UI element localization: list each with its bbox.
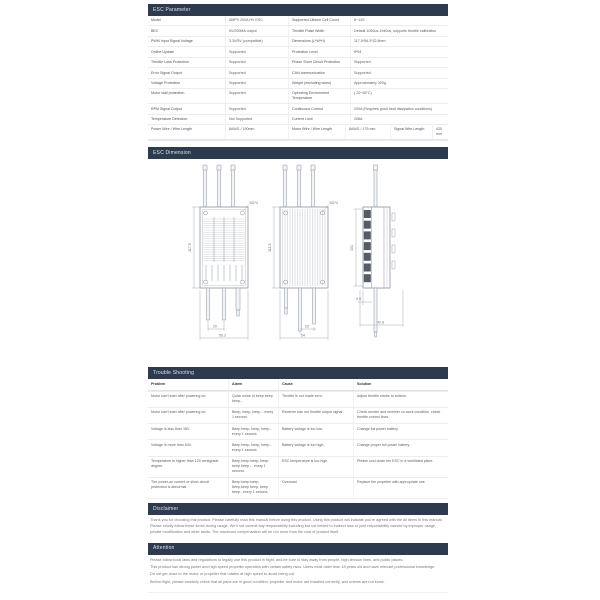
table-cell: Supported bbox=[225, 68, 288, 77]
param-label: CAN communication bbox=[288, 68, 350, 77]
table-cell: Voltage is less than 16V. bbox=[151, 426, 191, 431]
dim-front-height: 117.5 bbox=[188, 243, 192, 253]
table-cell: Motor can't start after powering on. bbox=[151, 410, 207, 415]
table-cell: Default 1050us-1940us, supports throttle calibration bbox=[350, 26, 448, 35]
trouble-shooting-section bbox=[148, 367, 448, 499]
table-cell: Beep beep beep, beep,beep beep, beep beep...every 1 second. bbox=[228, 478, 278, 498]
esc-dimension-header: ESC Dimension bbox=[148, 147, 448, 159]
table-row bbox=[148, 47, 448, 57]
table-cell: Motor can't start after powering on. bbox=[151, 394, 207, 399]
table-row bbox=[148, 125, 448, 140]
table-cell: Supported bbox=[225, 79, 288, 88]
table-cell: 3.3V/5V (compatible) bbox=[225, 37, 288, 46]
table-cell: ESC temperature is too high. bbox=[278, 457, 353, 477]
esc-parameter-header: ESC Parameter bbox=[148, 4, 448, 16]
column-header: Alarm bbox=[228, 379, 278, 390]
table-row bbox=[148, 37, 448, 47]
attention-header: Attention bbox=[148, 543, 448, 555]
param-label: Motor Wire / Wire Length bbox=[288, 125, 345, 139]
table-cell: Battery voltage is too high. bbox=[278, 440, 353, 455]
table-cell: AMPX 200A HV ESC bbox=[225, 16, 288, 25]
table-cell: Supported bbox=[350, 58, 448, 67]
table-cell: Beep beep, beep, beep... every 1 second. bbox=[228, 440, 278, 455]
param-label: Signal Wire Length bbox=[390, 125, 432, 139]
table-row bbox=[148, 392, 448, 408]
table-cell: Overload bbox=[278, 478, 353, 498]
esc-dimension-section bbox=[148, 147, 448, 364]
table-cell: 117.5*56.3*32.8mm bbox=[350, 37, 448, 46]
column-header: Problem bbox=[148, 379, 228, 390]
dim-side-height: 101 bbox=[350, 245, 354, 252]
disclaimer-header: Disclaimer bbox=[148, 503, 448, 515]
table-cell: (-20~65°C) bbox=[350, 89, 448, 103]
table-row bbox=[148, 104, 448, 114]
screw-label-front: M2*4 bbox=[249, 201, 258, 206]
column-header: Cause bbox=[278, 379, 353, 390]
table-cell: The power-on current or short-circuit protection is abnormal bbox=[151, 480, 210, 490]
attention-section bbox=[148, 543, 448, 594]
table-cell: Replace the propeller with appropriate one bbox=[353, 478, 448, 498]
trouble-shooting-table bbox=[148, 379, 448, 499]
param-label: Dimensions (L*W*H) bbox=[288, 37, 350, 46]
param-label: Current Limit bbox=[288, 115, 350, 124]
param-label: Model bbox=[151, 18, 161, 23]
table-row bbox=[148, 478, 448, 499]
table-cell: Supported bbox=[225, 104, 288, 113]
table-header-row bbox=[148, 379, 448, 391]
table-row bbox=[148, 408, 448, 424]
table-row bbox=[148, 89, 448, 104]
table-cell: Approximately 300g bbox=[350, 79, 448, 88]
table-cell: 5V/200MA output bbox=[225, 26, 288, 35]
attention-line: Before flight, please carefully check that all parts are in good condition, propeller and motor are installed correctly, and screws are not loose. bbox=[150, 579, 385, 584]
param-label: RPM Signal Output bbox=[151, 106, 182, 111]
table-row bbox=[148, 457, 448, 478]
param-label: Motor stall protection bbox=[151, 91, 185, 96]
table-row bbox=[148, 16, 448, 26]
attention-line: This product has strong power and high speed propeller operation with certain safety risks. Users must older than 18 years old and have relevant professional knowledge. bbox=[150, 565, 436, 570]
table-row bbox=[148, 58, 448, 68]
table-cell: 208A bbox=[350, 115, 448, 124]
table-cell: 8AWG / 190mm bbox=[225, 125, 288, 139]
table-cell: Throttle is not made zero. bbox=[278, 392, 353, 407]
table-cell: Not Supported bbox=[225, 115, 288, 124]
dim-back-height: 111.5 bbox=[268, 243, 272, 253]
dim-side-offset: 4.9 bbox=[356, 297, 361, 302]
esc-parameter-table bbox=[148, 16, 448, 141]
param-label: Phase Short Circuit Protection bbox=[288, 58, 350, 67]
table-cell: Receiver has not throttle output signal. bbox=[278, 408, 353, 423]
disclaimer-section bbox=[148, 503, 448, 538]
dim-back-width: 54 bbox=[301, 333, 305, 338]
table-cell: Please cool down the ESC in a ventilated place. bbox=[353, 457, 448, 477]
table-cell: Beep beep, beep, beep... every 1 second. bbox=[228, 424, 278, 439]
column-header: Solution bbox=[353, 379, 448, 390]
table-cell: 8AWG / 175 mm bbox=[345, 125, 390, 139]
param-label: Supported Lithium Cell Count bbox=[288, 16, 350, 25]
param-label: Protection Level bbox=[288, 47, 350, 56]
param-label: Error Signal Output bbox=[151, 70, 182, 75]
table-cell: Supported bbox=[225, 47, 288, 56]
esc-parameter-section bbox=[148, 4, 448, 141]
screw-label-back: M2*4 bbox=[329, 201, 338, 206]
table-cell: Battery voltage is too low. bbox=[278, 424, 353, 439]
table-cell: Supported bbox=[350, 68, 448, 77]
dim-side-width: 42.8 bbox=[377, 320, 384, 325]
dim-front-width: 56.3 bbox=[219, 333, 226, 338]
param-label: Online Update bbox=[151, 49, 174, 54]
dim-front-wire-gap: 20 bbox=[213, 324, 217, 329]
disclaimer-text: Thank you for choosing this product. Please carefully read this manual before using this product. Using this product will indicate you're agreed with the all items in this manual. Please strictly follow these items during usage. We'll not commit any responsibility including but not limited to indirect loss or joint responsibility caused by improper usage, private modification and other faults. The maximum compensation will be not more than the cost of product itself. bbox=[150, 518, 443, 534]
param-label: Continuous Current bbox=[288, 104, 350, 113]
table-cell: Temperature is higher than 120 centigrade degree. bbox=[151, 459, 219, 469]
param-label: PWM Input Signal Voltage bbox=[151, 39, 193, 44]
table-row bbox=[148, 440, 448, 456]
table-cell: Voltage is more than 64V. bbox=[151, 442, 192, 447]
table-cell: 425 mm bbox=[432, 125, 448, 139]
param-label: Weight (excluding wires) bbox=[288, 79, 350, 88]
table-cell: 200A (Requires good heat dissipation conditions) bbox=[350, 104, 448, 113]
table-cell: Adjust throttle stroke to bottom. bbox=[353, 392, 448, 407]
table-row bbox=[148, 68, 448, 78]
param-label: Throttle Loss Protection bbox=[151, 60, 189, 65]
table-cell: Quick noise of beep beep beep... bbox=[228, 392, 278, 407]
table-cell: Supported bbox=[225, 89, 288, 103]
table-cell: IP64 bbox=[350, 47, 448, 56]
attention-line: Please follow local laws and regulations to legally use this product in flight, and be sure to stay away from people, high-tension lines, and public places. bbox=[150, 557, 404, 562]
table-cell: Beep beep beep, beep beep beep ... every 1 second. bbox=[228, 457, 278, 477]
table-row bbox=[148, 115, 448, 125]
back-view bbox=[280, 207, 328, 288]
table-cell: Beep, beep, beep... every 1 second. bbox=[228, 408, 278, 423]
table-cell: Check sender and receiver co-work condition, check throttle control lines. bbox=[353, 408, 448, 423]
attention-line: Do not get close to the motor or propeller that rotates at high speed to avoid being cut. bbox=[150, 572, 295, 577]
table-cell: Supported bbox=[225, 58, 288, 67]
param-label: BEC bbox=[151, 28, 159, 33]
esc-dimension-drawing bbox=[148, 159, 448, 359]
table-row bbox=[148, 79, 448, 89]
dim-back-wire-gap: 20 bbox=[305, 324, 309, 329]
param-label: Voltage Protection bbox=[151, 80, 181, 85]
table-row bbox=[148, 424, 448, 440]
param-label: Operating Environment Temperature bbox=[288, 89, 350, 103]
trouble-shooting-header: Trouble Shooting bbox=[148, 367, 448, 379]
table-cell: Change proper full power battery. bbox=[353, 440, 448, 455]
attention-text bbox=[148, 555, 448, 590]
param-label: Power Wire / Wire Length bbox=[151, 127, 192, 132]
param-label: Temperature Detection bbox=[151, 117, 188, 122]
table-cell: Change full power battery. bbox=[353, 424, 448, 439]
table-cell: 6~14S bbox=[350, 16, 448, 25]
manual-page bbox=[148, 4, 448, 598]
param-label: Throttle Pulse Width bbox=[288, 26, 350, 35]
table-row bbox=[148, 26, 448, 36]
